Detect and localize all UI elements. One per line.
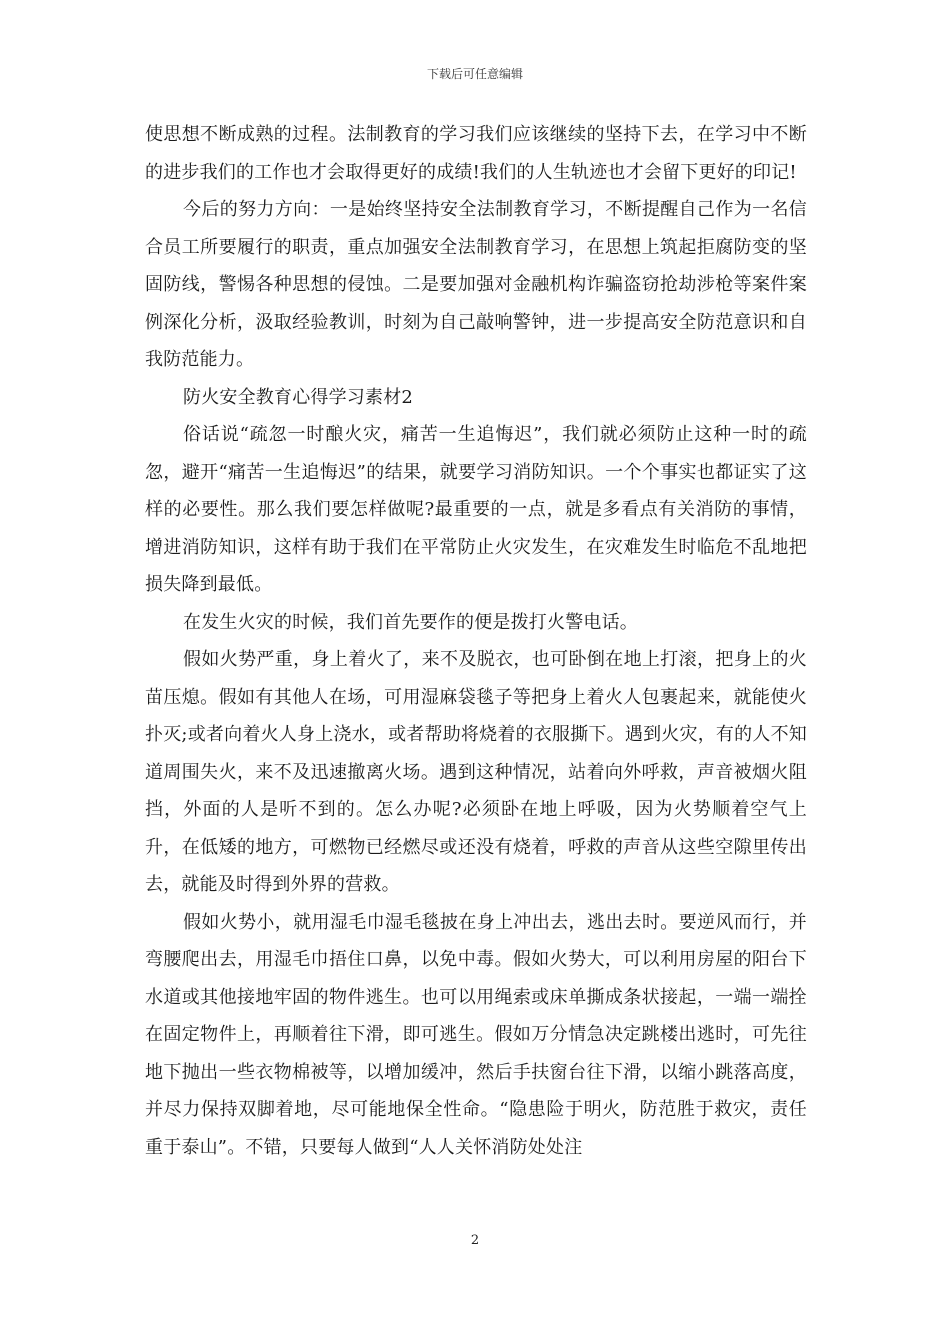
- page-number: 2: [470, 1233, 480, 1248]
- paragraph-continuation: 使思想不断成熟的过程。法制教育的学习我们应该继续的坚持下去，在学习中不断的进步我们的工作也才会取得更好的成绩!我们的人生轨迹也才会留下更好的印记!: [145, 124, 807, 183]
- document-body: [145, 116, 807, 1166]
- paragraph-small-fire: 假如火势小，就用湿毛巾湿毛毯披在身上冲出去，逃出去时。要逆风而行，并弯腰爬出去，用湿毛巾捂住口鼻，以免中毒。假如火势大，可以利用房屋的阳台下水道或其他接地牢固的物件逃生。也可以用绳索或床单撕成条状接起，一端一端拴在固定物件上，再顺着往下滑，即可逃生。假如万分情急决定跳楼出逃时，可先往地下抛出一些衣物棉被等，以增加缓冲，然后手扶窗台往下滑，以缩小跳落高度，并尽力保持双脚着地，尽可能地保全性命。“隐患险于明火，防范胜于救灾，责任重于泰山”。不错，只要每人做到“人人关怀消防处处注: [145, 911, 807, 1158]
- section-heading: 防火安全教育心得学习素材2: [183, 386, 414, 408]
- paragraph-future-direction: 今后的努力方向：一是始终坚持安全法制教育学习，不断提醒自己作为一名信合员工所要履行的职责，重点加强安全法制教育学习，在思想上筑起拒腐防变的坚固防线，警惕各种思想的侵蚀。二是要加强对金融机构诈骗盗窃抢劫涉枪等案件案例深化分析，汲取经验教训，时刻为自己敲响警钟，进一步提高安全防范意识和自我防范能力。: [145, 199, 807, 370]
- paragraph-proverb: 俗话说“疏忽一时酿火灾，痛苦一生追悔迟”，我们就必须防止这种一时的疏忽，避开“痛苦一生追悔迟”的结果，就要学习消防知识。一个个事实也都证实了这样的必要性。那么我们要怎样做呢?最重要的一点，就是多看点有关消防的事情，增进消防知识，这样有助于我们在平常防止火灾发生，在灾难发生时临危不乱地把损失降到最低。: [145, 424, 807, 595]
- paragraph-call-fire-alarm: 在发生火灾的时候，我们首先要作的便是拨打火警电话。: [183, 611, 638, 633]
- page-header: 下载后可任意编辑: [426, 67, 523, 81]
- paragraph-severe-fire: 假如火势严重，身上着火了，来不及脱衣，也可卧倒在地上打滚，把身上的火苗压熄。假如有其他人在场，可用湿麻袋毯子等把身上着火人包裹起来，就能使火扑灭;或者向着火人身上浇水，或者帮助将烧着的衣服撕下。遇到火灾，有的人不知道周围失火，来不及迅速撤离火场。遇到这种情况，站着向外呼救，声音被烟火阻挡，外面的人是听不到的。怎么办呢?必须卧在地上呼吸，因为火势顺着空气上升，在低矮的地方，可燃物已经燃尽或还没有烧着，呼救的声音从这些空隙里传出去，就能及时得到外界的营救。: [145, 649, 807, 895]
